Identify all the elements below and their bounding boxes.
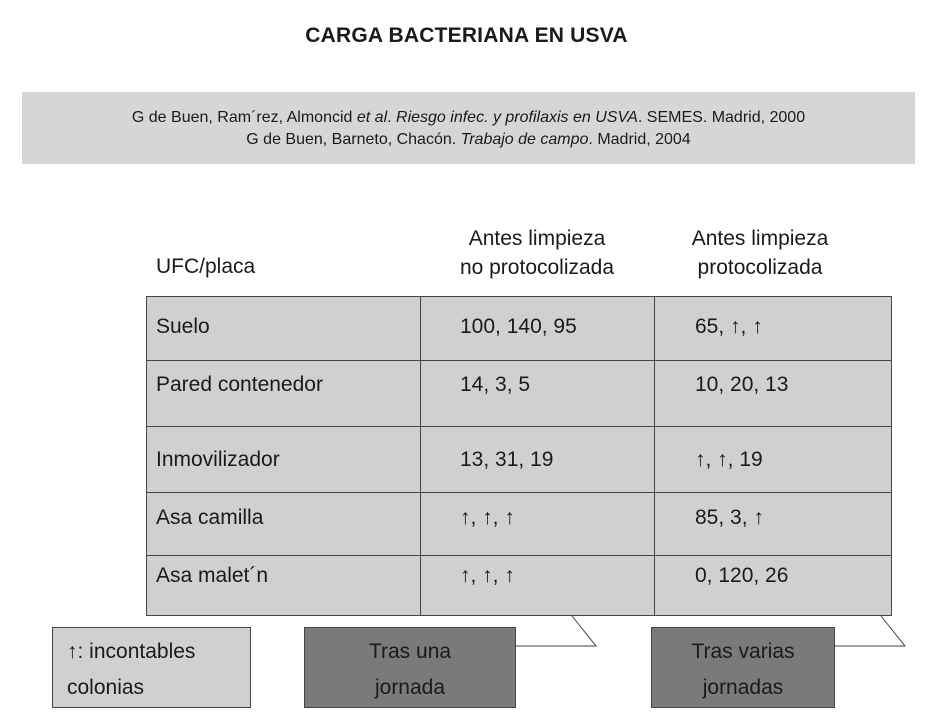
legend-one-shift [304, 627, 516, 708]
legend-arrow-key [52, 627, 251, 708]
legend-one-shift-line2: jornada [374, 676, 446, 699]
cell-pared-no-protocol: 14, 3, 5 [460, 373, 531, 396]
row-label-inmovilizador: Inmovilizador [156, 448, 280, 471]
cell-suelo-protocol: 65, ↑, ↑ [695, 315, 763, 338]
row-label-suelo: Suelo [156, 315, 210, 338]
reference-2-work: Trabajo de campo [460, 131, 589, 148]
reference-1-authors: G de Buen, Ram´rez, Almoncid [131, 109, 357, 126]
cell-inmovilizador-no-protocol: 13, 31, 19 [460, 448, 554, 471]
cell-asa-camilla-protocol: 85, 3, ↑ [695, 506, 764, 529]
cell-asa-maletin-no-protocol: ↑, ↑, ↑ [460, 564, 515, 587]
cell-pared-protocol: 10, 20, 13 [695, 373, 789, 396]
legend-one-shift-line1: Tras una [368, 640, 452, 663]
reference-2-authors: G de Buen, Barneto, Chacón. [246, 131, 461, 148]
cell-inmovilizador-protocol: ↑, ↑, 19 [695, 448, 763, 471]
cell-asa-maletin-protocol: 0, 120, 26 [695, 564, 789, 587]
row-label-asa-camilla: Asa camilla [156, 506, 264, 529]
cell-suelo-no-protocol: 100, 140, 95 [460, 315, 577, 338]
column-header-protocol-line1: Antes limpieza [691, 227, 829, 250]
column-header-no-protocol-line1: Antes limpieza [468, 227, 606, 250]
legend-several-shifts-line2: jornadas [702, 676, 784, 699]
row-header-label: UFC/placa [156, 255, 256, 278]
callout-connector-2 [834, 616, 905, 646]
legend-key-line2: colonias [67, 676, 145, 699]
reference-1-work: Riesgo infec. y profilaxis en USVA [396, 109, 638, 126]
legend-key-line1: ↑: incontables [67, 640, 196, 663]
row-label-asa-maletin: Asa malet´n [156, 564, 269, 587]
cell-asa-camilla-no-protocol: ↑, ↑, ↑ [460, 506, 515, 529]
legend-several-shifts [651, 627, 835, 708]
callout-connector-1 [515, 616, 596, 646]
column-header-protocol-line2: protocolizada [697, 256, 823, 279]
column-header-no-protocol-line2: no protocolizada [459, 256, 615, 279]
reference-1-sep: . [387, 109, 397, 126]
reference-1-etal: et al [356, 109, 388, 126]
legend-several-shifts-line1: Tras varias [691, 640, 795, 663]
row-label-pared: Pared contenedor [156, 373, 323, 396]
page-title: CARGA BACTERIANA EN USVA [305, 24, 628, 47]
reference-2-rest: . Madrid, 2004 [588, 131, 691, 148]
reference-1-rest: . SEMES. Madrid, 2000 [637, 109, 806, 126]
